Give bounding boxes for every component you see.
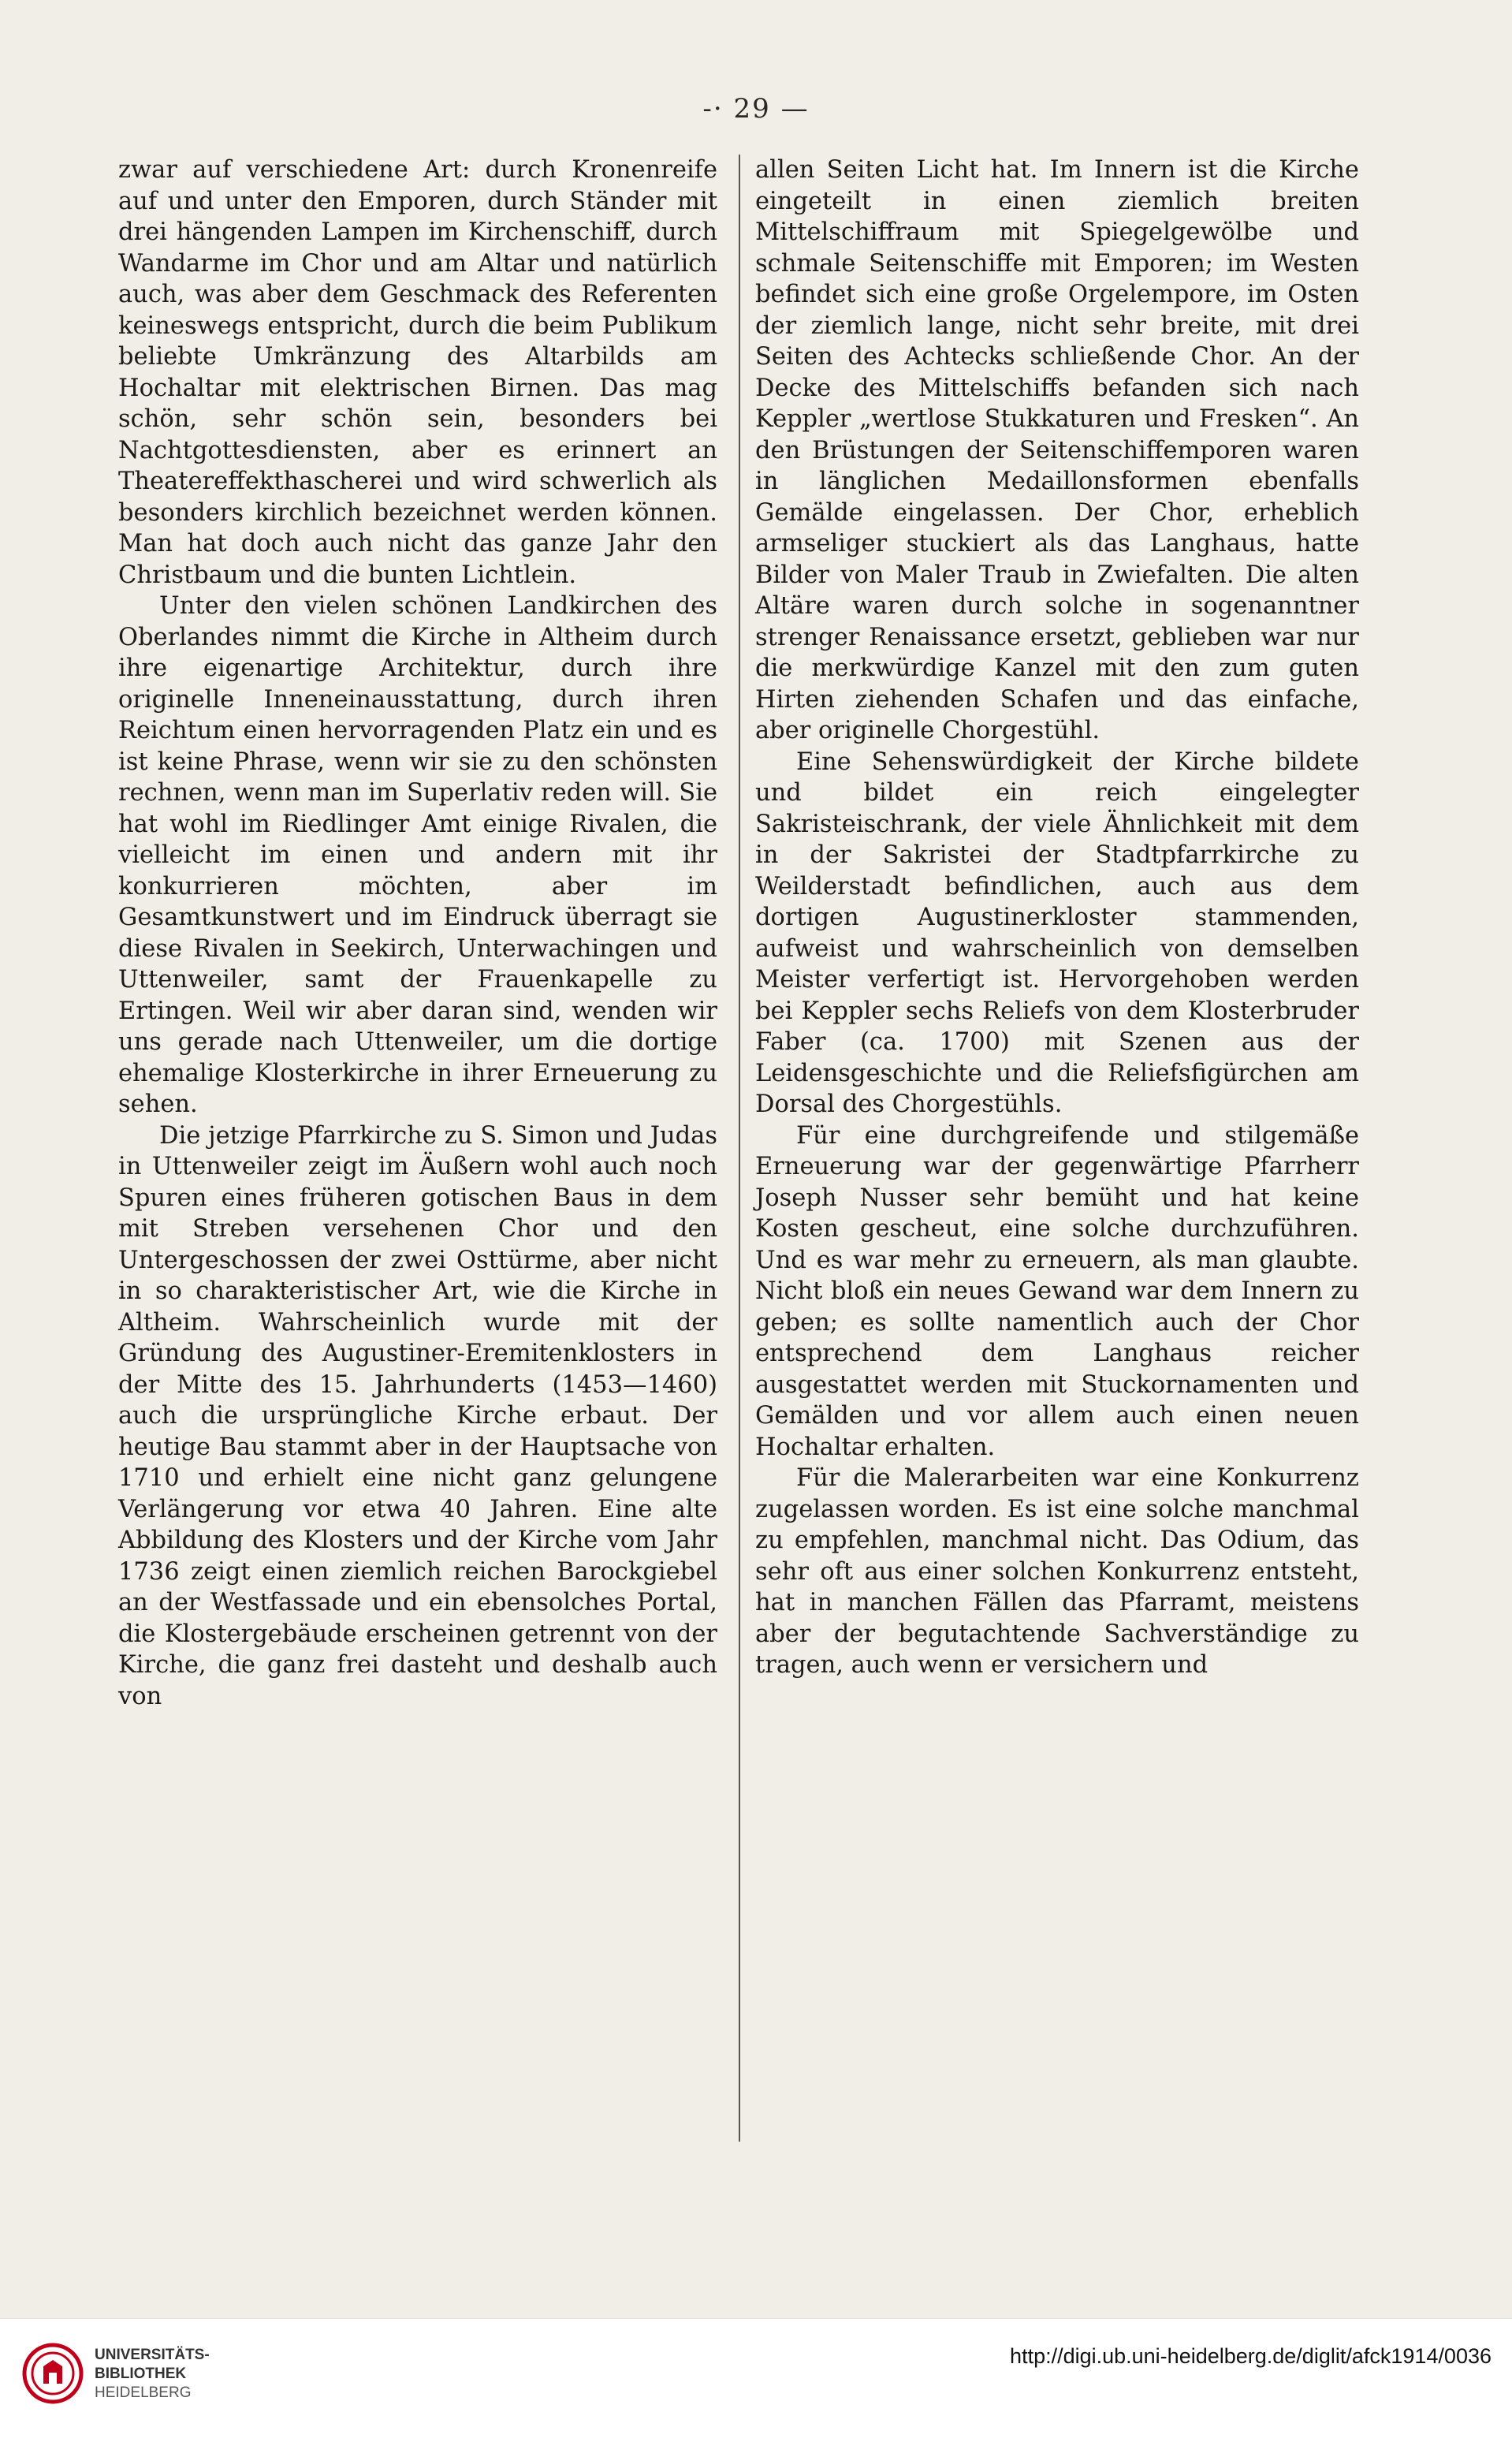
column-divider (739, 155, 740, 2142)
viewer-footer (0, 2318, 1512, 2457)
left-column (118, 155, 717, 1712)
library-name-line: HEIDELBERG (95, 2384, 192, 2401)
paragraph: allen Seiten Licht hat. Im Innern ist die Kirche eingeteilt in einen ziemlich breiten Mittelschiffraum mit Spiegelgewölbe und schmale Seitenschiffe mit Emporen; im Westen befindet sich eine große Orgelempore, im Osten der ziemlich lange, nicht sehr breite, mit drei Seiten des Achtecks schließende Chor. An der Decke des Mittelschiffs befanden sich nach Keppler „wertlose Stukkaturen und Fresken“. An den Brüstungen der Seitenschiffemporen waren in länglichen Medaillonsformen ebenfalls Gemälde eingelassen. Der Chor, erheblich armseliger stuckiert als das Langhaus, hatte Bilder von Maler Traub in Zwiefalten. Die alten Altäre waren durch solche in sogenanntner strenger Renaissance ersetzt, geblieben war nur die merkwürdige Kanzel mit den zum guten Hirten ziehenden Schafen und das einfache, aber originelle Chorgestühl. (755, 156, 1359, 744)
paragraph: Eine Sehenswürdigkeit der Kirche bildete und bildet ein reich eingelegter Sakristeischrank, der viele Ähnlichkeit mit dem in der Sakristei der Stadtpfarrkirche zu Weilderstadt befindlichen, auch aus dem dortigen Augustinerkloster stammenden, aufweist und wahrscheinlich von demselben Meister verfertigt ist. Hervorgehoben werden bei Keppler sechs Reliefs von dem Klosterbruder Faber (ca. 1700) mit Szenen aus der Leidensgeschichte und die Reliefsfigürchen am Dorsal des Chorgestühls. (755, 748, 1359, 1118)
library-seal-icon (22, 2343, 84, 2404)
paragraph: Für eine durchgreifende und stilgemäße Erneuerung war der gegenwärtige Pfarrherr Joseph Nusser sehr bemüht und hat keine Kosten gescheut, eine solche durchzuführen. Und es war mehr zu erneuern, als man glaubte. Nicht bloß ein neues Gewand war dem Innern zu geben; es sollte namentlich auch der Chor entsprechend dem Langhaus reicher ausgestattet werden mit Stuckornamenten und Gemälden und vor allem auch einen neuen Hochaltar erhalten. (755, 1121, 1359, 1461)
paragraph: Die jetzige Pfarrkirche zu S. Simon und Judas in Uttenweiler zeigt im Äußern wohl auch noch Spuren eines früheren gotischen Baus in dem mit Streben versehenen Chor und den Untergeschossen der zwei Osttürme, aber nicht in so charakteristischer Art, wie die Kirche in Altheim. Wahrscheinlich wurde mit der Gründung des Augustiner-Eremitenklosters in der Mitte des 15. Jahrhunderts (1453—1460) auch die ursprüngliche Kirche erbaut. Der heutige Bau stammt aber in der Hauptsache von 1710 und erhielt eine nicht ganz gelungene Verlängerung vor etwa 40 Jahren. Eine alte Abbildung des Klosters und der Kirche vom Jahr 1736 zeigt einen ziemlich reichen Barockgiebel an der Westfassade und ein ebensolches Portal, die Klostergebäude erscheinen getrennt von der Kirche, die ganz frei dasteht und deshalb auch von (118, 1121, 717, 1710)
library-logo[interactable] (22, 2341, 259, 2436)
paragraph: zwar auf verschiedene Art: durch Kronenreife auf und unter den Emporen, durch Ständer mit drei hängenden Lampen im Kirchenschiff, durch Wandarme im Chor und am Altar und natürlich auch, was aber dem Geschmack des Referenten keineswegs entspricht, durch die beim Publikum beliebte Umkränzung des Altarbilds am Hochaltar mit elektrischen Birnen. Das mag schön, sehr schön sein, besonders bei Nachtgottesdiensten, aber es erinnert an Theatereffekthascherei und wird schwerlich als besonders kirchlich bezeichnet werden können. Man hat doch auch nicht das ganze Jahr den Christbaum und die bunten Lichtlein. (118, 156, 717, 589)
library-name-line: BIBLIOTHEK (95, 2366, 187, 2382)
paragraph: Unter den vielen schönen Landkirchen des Oberlandes nimmt die Kirche in Altheim durch ihre eigenartige Architektur, durch ihre originelle Inneneinausstattung, durch ihren Reichtum einen hervorragenden Platz ein und es ist keine Phrase, wenn wir sie zu den schönsten rechnen, wenn man im Superlativ reden will. Sie hat wohl im Riedlinger Amt einige Rivalen, die vielleicht im einen und andern mit ihr konkurrieren möchten, aber im Gesamtkunstwert und im Eindruck überragt sie diese Rivalen in Seekirch, Unterwachingen und Uttenweiler, samt der Frauenkapelle zu Ertingen. Weil wir aber daran sind, wenden wir uns gerade nach Uttenweiler, um die dortige ehemalige Klosterkirche in ihrer Erneuerung zu sehen. (118, 592, 717, 1118)
right-column (755, 155, 1359, 1681)
library-name-line: UNIVERSITÄTS- (95, 2347, 210, 2363)
source-url[interactable]: http://digi.ub.uni-heidelberg.de/diglit/afck1914/0036 (1010, 2344, 1492, 2368)
page-number: -· 29 — (702, 93, 810, 125)
library-name (95, 2346, 210, 2403)
paragraph: Für die Malerarbeiten war eine Konkurrenz zugelassen worden. Es ist eine solche manchmal zu empfehlen, manchmal nicht. Das Odium, das sehr oft aus einer solchen Konkurrenz entsteht, hat in manchen Fällen das Pfarramt, meistens aber der begutachtende Sachverständige zu tragen, auch wenn er versichern und (755, 1464, 1359, 1679)
